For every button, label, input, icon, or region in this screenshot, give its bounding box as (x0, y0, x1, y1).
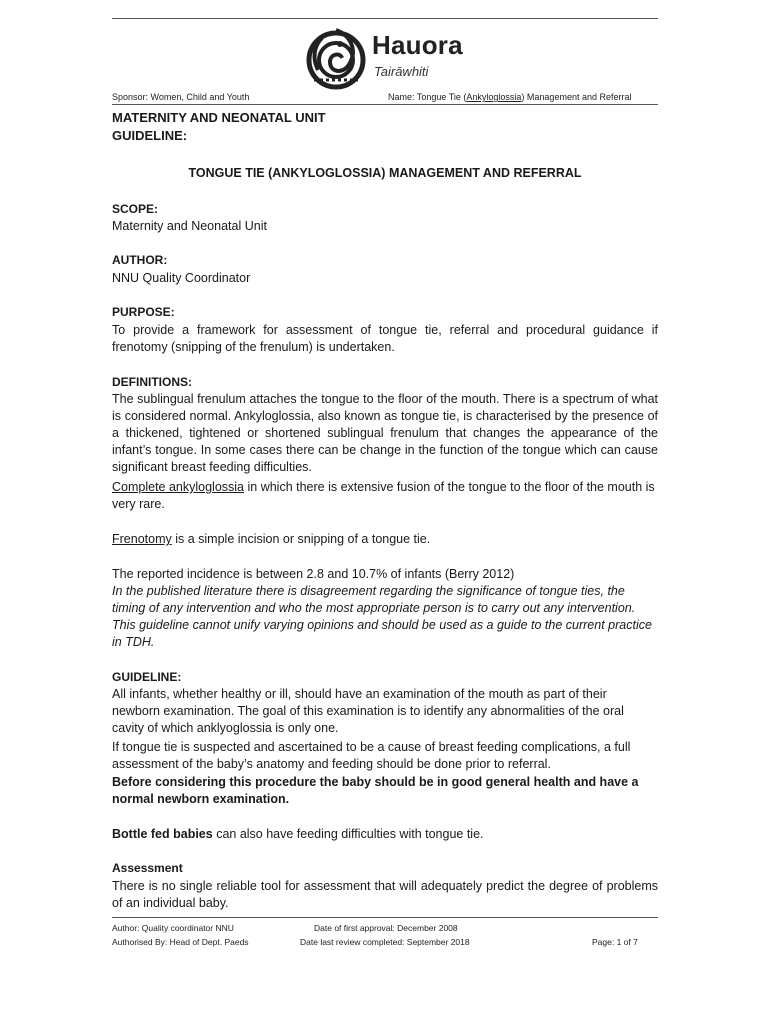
footer-authorised: Authorised By: Head of Dept. Paeds (112, 937, 249, 947)
footer-first-approval: Date of first approval: December 2008 (314, 923, 458, 933)
literature-text: In the published literature there is disagreement regarding the significance of tongue ties, the timing of any intervention and who the most appropriate person is to carry out any intervention. This guideline cannot unify varying opinions and should be used as a guide to the current practice in TDH. (112, 584, 652, 649)
guideline-text-2: If tongue tie is suspected and ascertained to be a cause of breast feeding complications, a full assessment of the baby’s anatomy and feeding should be done prior to referral. (112, 740, 631, 771)
complete-ankyloglossia-term: Complete ankyloglossia (112, 480, 245, 494)
definitions-heading: DEFINITIONS: (112, 375, 192, 389)
guideline-heading: GUIDELINE: (112, 670, 182, 684)
frenotomy-term: Frenotomy (112, 532, 172, 546)
author-text: NNU Quality Coordinator (112, 271, 251, 285)
name-underlined: Ankyloglossia (466, 92, 522, 102)
frenotomy-text: is a simple incision or snipping of a tongue tie. (171, 532, 431, 546)
footer-rule (112, 917, 658, 918)
complete-ankyloglossia-text: in which there is extensive fusion of the tongue to the floor of the mouth is very rare. (112, 480, 655, 511)
definitions-text: The sublingual frenulum attaches the tongue to the floor of the mouth. There is a spectrum of what is considered normal. Ankyloglossia, also known as tongue tie, is characterised by the presence of a thickened, tightened or shortened sublingual frenulum that changes the appearance of the infant’s tongue. In some cases there can be change in the function of the tongue which can cause significant breast feeding difficulties. (112, 392, 658, 474)
sponsor-label: Sponsor: Women, Child and Youth (112, 92, 250, 102)
logo-brand: Hauora (372, 30, 463, 60)
footer-page-number: Page: 1 of 7 (592, 937, 638, 947)
unit-title-line2: GUIDELINE: (112, 128, 188, 143)
footer-author: Author: Quality coordinator NNU (112, 923, 234, 933)
document-name-label (388, 92, 631, 102)
unit-title-line1: MATERNITY AND NEONATAL UNIT (112, 110, 326, 125)
name-prefix: Name: Tongue Tie ( (388, 92, 467, 102)
top-rule (112, 18, 658, 19)
purpose-text: To provide a framework for assessment of tongue tie, referral and procedural guidance if frenotomy (snipping of the frenulum) is undertaken. (112, 323, 658, 354)
assessment-text: There is no single reliable tool for assessment that will adequately predict the degree of problems of an individual baby. (112, 879, 658, 910)
complete-ankyloglossia-paragraph (112, 479, 658, 513)
document-title: TONGUE TIE (ANKYLOGLOSSIA) MANAGEMENT AND REFERRAL (188, 166, 582, 180)
guideline-text-1: All infants, whether healthy or ill, should have an examination of the mouth as part of their newborn examination. The goal of this examination is to identify any abnormalities of the oral cavity of which anklyoglossia is only one. (112, 687, 624, 735)
name-suffix: ) Management and Referral (521, 92, 632, 102)
bottle-fed-paragraph (112, 826, 658, 843)
frenotomy-paragraph (112, 531, 658, 548)
header-rule (112, 104, 658, 105)
bottle-fed-term: Bottle fed babies (112, 827, 213, 841)
incidence-text: The reported incidence is between 2.8 and 10.7% of infants (Berry 2012) (112, 567, 515, 581)
scope-text: Maternity and Neonatal Unit (112, 219, 267, 233)
hauora-logo (300, 22, 475, 94)
koru-emblem-icon (300, 22, 372, 94)
author-heading: AUTHOR: (112, 253, 168, 267)
scope-heading: SCOPE: (112, 202, 159, 216)
guideline-bold-text: Before considering this procedure the baby should be in good general health and have a normal newborn examination. (112, 775, 639, 806)
assessment-heading: Assessment (112, 861, 183, 875)
purpose-heading: PURPOSE: (112, 305, 175, 319)
logo-subbrand: Tairāwhiti (374, 64, 429, 79)
footer-last-review: Date last review completed: September 2018 (300, 937, 470, 947)
bottle-fed-text: can also have feeding difficulties with tongue tie. (212, 827, 484, 841)
